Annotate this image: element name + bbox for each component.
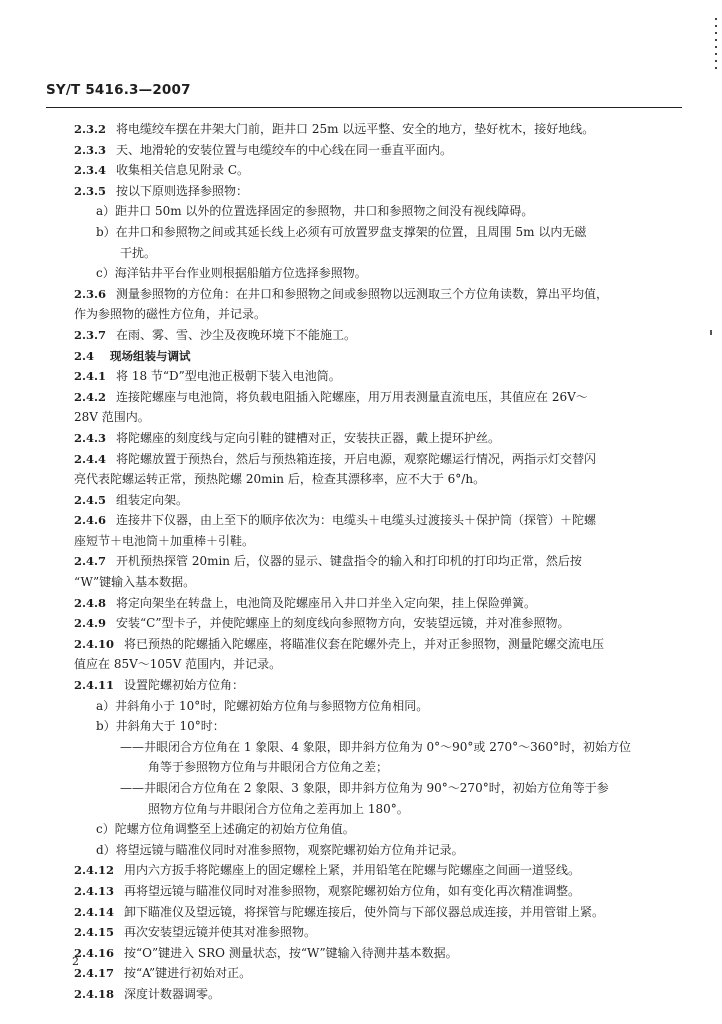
text-line xyxy=(0,943,722,964)
clause-number: 2.4.3 xyxy=(74,430,107,445)
clause-text: 亮代表陀螺运转正常，预热陀螺 20min 后，检查其漂移率，应不大于 6°/h。 xyxy=(74,472,486,487)
clause-number: 2.4.6 xyxy=(74,513,107,528)
clause-number: 2.4.7 xyxy=(74,554,107,569)
clause-number: 2.4.11 xyxy=(74,678,115,693)
text-line xyxy=(0,799,722,820)
text-line xyxy=(0,469,722,490)
clause-number: 2.3.3 xyxy=(74,142,107,157)
text-line xyxy=(0,984,722,1005)
clause-text: 测量参照物的方位角：在井口和参照物之间或参照物以远测取三个方位角读数，算出平均值， xyxy=(116,286,609,301)
clause-text: 将陀螺放置于预热台，然后与预热箱连接，开启电源，观察陀螺运行情况，两指示灯交替闪 xyxy=(116,451,597,466)
clause-text: 将 18 节“D”型电池正极朝下装入电池筒。 xyxy=(116,369,341,384)
text-line xyxy=(0,531,722,552)
text-line xyxy=(0,387,722,408)
section-heading: 现场组装与调试 xyxy=(110,348,191,363)
clause-text: 连接陀螺座与电池筒，将负载电阻插入陀螺座，用万用表测量直流电压，其值应在 26V～ xyxy=(116,389,588,404)
text-line xyxy=(0,407,722,428)
clause-text: b）井斜角大于 10°时： xyxy=(96,719,225,734)
text-line xyxy=(0,119,722,140)
text-line xyxy=(0,737,722,758)
clause-number: 2.3.4 xyxy=(74,163,107,178)
text-line xyxy=(0,284,722,305)
clause-text: 座短节＋电池筒＋加重棒＋引鞋。 xyxy=(74,533,255,548)
text-line xyxy=(0,551,722,572)
document-body xyxy=(0,119,722,1005)
clause-text: ——井眼闭合方位角在 1 象限、4 象限，即井斜方位角为 0°～90°或 270°～360°时，初始方位 xyxy=(120,739,632,754)
page-number: 2 xyxy=(72,955,79,968)
clause-text: 角等于参照物方位角与井眼闭合方位角之差； xyxy=(148,760,389,775)
text-line xyxy=(0,140,722,161)
clause-number: 2.4.4 xyxy=(74,451,107,466)
clause-text: 用内六方扳手将陀螺座上的固定螺栓上紧，并用铅笔在陀螺与陀螺座之间画一道竖线。 xyxy=(124,863,581,878)
clause-number: 2.4.12 xyxy=(74,863,115,878)
clause-text: 安装“C”型卡子，并使陀螺座上的刻度线向参照物方向，安装望远镜，并对准参照物。 xyxy=(116,616,570,631)
clause-number: 2.3.5 xyxy=(74,183,107,198)
text-line xyxy=(0,366,722,387)
clause-text: “W”键输入基本数据。 xyxy=(74,575,196,590)
clause-number: 2.3.6 xyxy=(74,286,107,301)
clause-number: 2.4.9 xyxy=(74,616,107,631)
text-line xyxy=(0,181,722,202)
clause-text: c）海洋钻井平台作业则根据船艏方位选择参照物。 xyxy=(96,266,367,281)
clause-text: 卸下瞄准仪及望远镜，将探管与陀螺连接后，使外筒与下部仪器总成连接，并用管钳上紧。 xyxy=(124,904,605,919)
clause-text: 将已预热的陀螺插入陀螺座，将瞄准仪套在陀螺外壳上，并对正参照物，测量陀螺交流电压 xyxy=(124,636,605,651)
clause-number: 2.4.16 xyxy=(74,945,115,960)
clause-number: 2.3.7 xyxy=(74,327,107,342)
clause-number: 2.4.15 xyxy=(74,925,115,940)
clause-text: 值应在 85V～105V 范围内，并记录。 xyxy=(74,657,282,672)
clause-text: 将电缆绞车摆在井架大门前，距井口 25m 以远平整、安全的地方，垫好枕木，接好地线。 xyxy=(116,122,595,136)
clause-text: 将陀螺座的刻度线与定向引鞋的键槽对正，安装扶正器，戴上提环护丝。 xyxy=(116,430,501,445)
clause-text: 照物方位角与井眼闭合方位角之差再加上 180°。 xyxy=(148,801,409,816)
text-line xyxy=(0,428,722,449)
clause-text: 干扰。 xyxy=(120,245,157,260)
clause-text: 按“A”键进行初始对正。 xyxy=(124,966,252,981)
clause-text: a）距井口 50m 以外的位置选择固定的参照物，井口和参照物之间没有视线障碍。 xyxy=(96,204,534,219)
clause-text: 天、地滑轮的安装位置与电缆绞车的中心线在同一垂直平面内。 xyxy=(116,142,453,157)
text-line xyxy=(0,593,722,614)
clause-text: 开机预热探管 20min 后，仪器的显示、键盘指令的输入和打印机的打印均正常，然后按 xyxy=(116,554,582,569)
clause-number: 2.4.2 xyxy=(74,389,107,404)
clause-text: 将定向架坐在转盘上，电池筒及陀螺座吊入井口并坐入定向架，挂上保险弹簧。 xyxy=(116,595,537,610)
clause-text: 再次安装望远镜并使其对准参照物。 xyxy=(124,925,317,940)
clause-text: d）将望远镜与瞄准仪同时对准参照物，观察陀螺初始方位角并记录。 xyxy=(96,842,464,857)
text-line xyxy=(0,840,722,861)
clause-text: 按以下原则选择参照物： xyxy=(116,183,249,198)
clause-number: 2.4.14 xyxy=(74,904,115,919)
text-line xyxy=(0,860,722,881)
text-line xyxy=(0,160,722,181)
text-line xyxy=(0,716,722,737)
clause-text: 28V 范围内。 xyxy=(74,410,150,425)
text-line xyxy=(0,243,722,264)
scan-edge-marks xyxy=(715,18,718,74)
clause-text: 连接井下仪器，由上至下的顺序依次为：电缆头＋电缆头过渡接头＋保护筒（探管）＋陀螺 xyxy=(116,513,597,528)
clause-number: 2.4.8 xyxy=(74,595,107,610)
text-line xyxy=(0,449,722,470)
clause-text: 组装定向架。 xyxy=(116,492,189,507)
clause-text: 设置陀螺初始方位角： xyxy=(124,678,245,693)
text-line xyxy=(0,654,722,675)
clause-text: a）井斜角小于 10°时，陀螺初始方位角与参照物方位角相同。 xyxy=(96,698,429,713)
standard-number-header: SY/T 5416.3—2007 xyxy=(46,82,191,98)
header-rule xyxy=(46,107,682,108)
clause-number: 2.4.17 xyxy=(74,966,115,981)
clause-text: 作为参照物的磁性方位角，并记录。 xyxy=(74,307,267,322)
clause-text: c）陀螺方位角调整至上述确定的初始方位角值。 xyxy=(96,822,355,837)
text-line xyxy=(0,675,722,696)
clause-text: 深度计数器调零。 xyxy=(124,986,221,1001)
text-line xyxy=(0,346,722,367)
clause-text: 再将望远镜与瞄准仪同时对准参照物，观察陀螺初始方位角，如有变化再次精准调整。 xyxy=(124,883,581,898)
text-line xyxy=(0,819,722,840)
text-line xyxy=(0,325,722,346)
text-line xyxy=(0,963,722,984)
clause-text: b）在井口和参照物之间或其延长线上必须有可放置罗盘支撑架的位置，且周围 5m 以内无磁 xyxy=(96,224,587,239)
text-line xyxy=(0,222,722,243)
clause-number: 2.4.1 xyxy=(74,369,107,384)
text-line xyxy=(0,634,722,655)
text-line xyxy=(0,490,722,511)
text-line xyxy=(0,902,722,923)
clause-number: 2.4.18 xyxy=(74,986,115,1001)
clause-number: 2.4.5 xyxy=(74,492,107,507)
text-line xyxy=(0,263,722,284)
clause-text: 按“O”键进入 SRO 测量状态，按“W”键输入待测井基本数据。 xyxy=(124,945,458,960)
text-line xyxy=(0,613,722,634)
clause-text: 在雨、雾、雪、沙尘及夜晚环境下不能施工。 xyxy=(116,327,357,342)
clause-number: 2.4.13 xyxy=(74,883,115,898)
text-line xyxy=(0,201,722,222)
text-line xyxy=(0,696,722,717)
text-line xyxy=(0,510,722,531)
text-line xyxy=(0,881,722,902)
text-line xyxy=(0,922,722,943)
text-line xyxy=(0,757,722,778)
text-line xyxy=(0,778,722,799)
clause-number: 2.3.2 xyxy=(74,122,107,136)
clause-number: 2.4.10 xyxy=(74,636,115,651)
clause-number: 2.4 xyxy=(74,348,95,363)
text-line xyxy=(0,304,722,325)
clause-text: 收集相关信息见附录 C。 xyxy=(116,163,249,178)
clause-text: ——井眼闭合方位角在 2 象限、3 象限，即井斜方位角为 90°～270°时，初始方位角等于参 xyxy=(120,781,609,795)
text-line xyxy=(0,572,722,593)
